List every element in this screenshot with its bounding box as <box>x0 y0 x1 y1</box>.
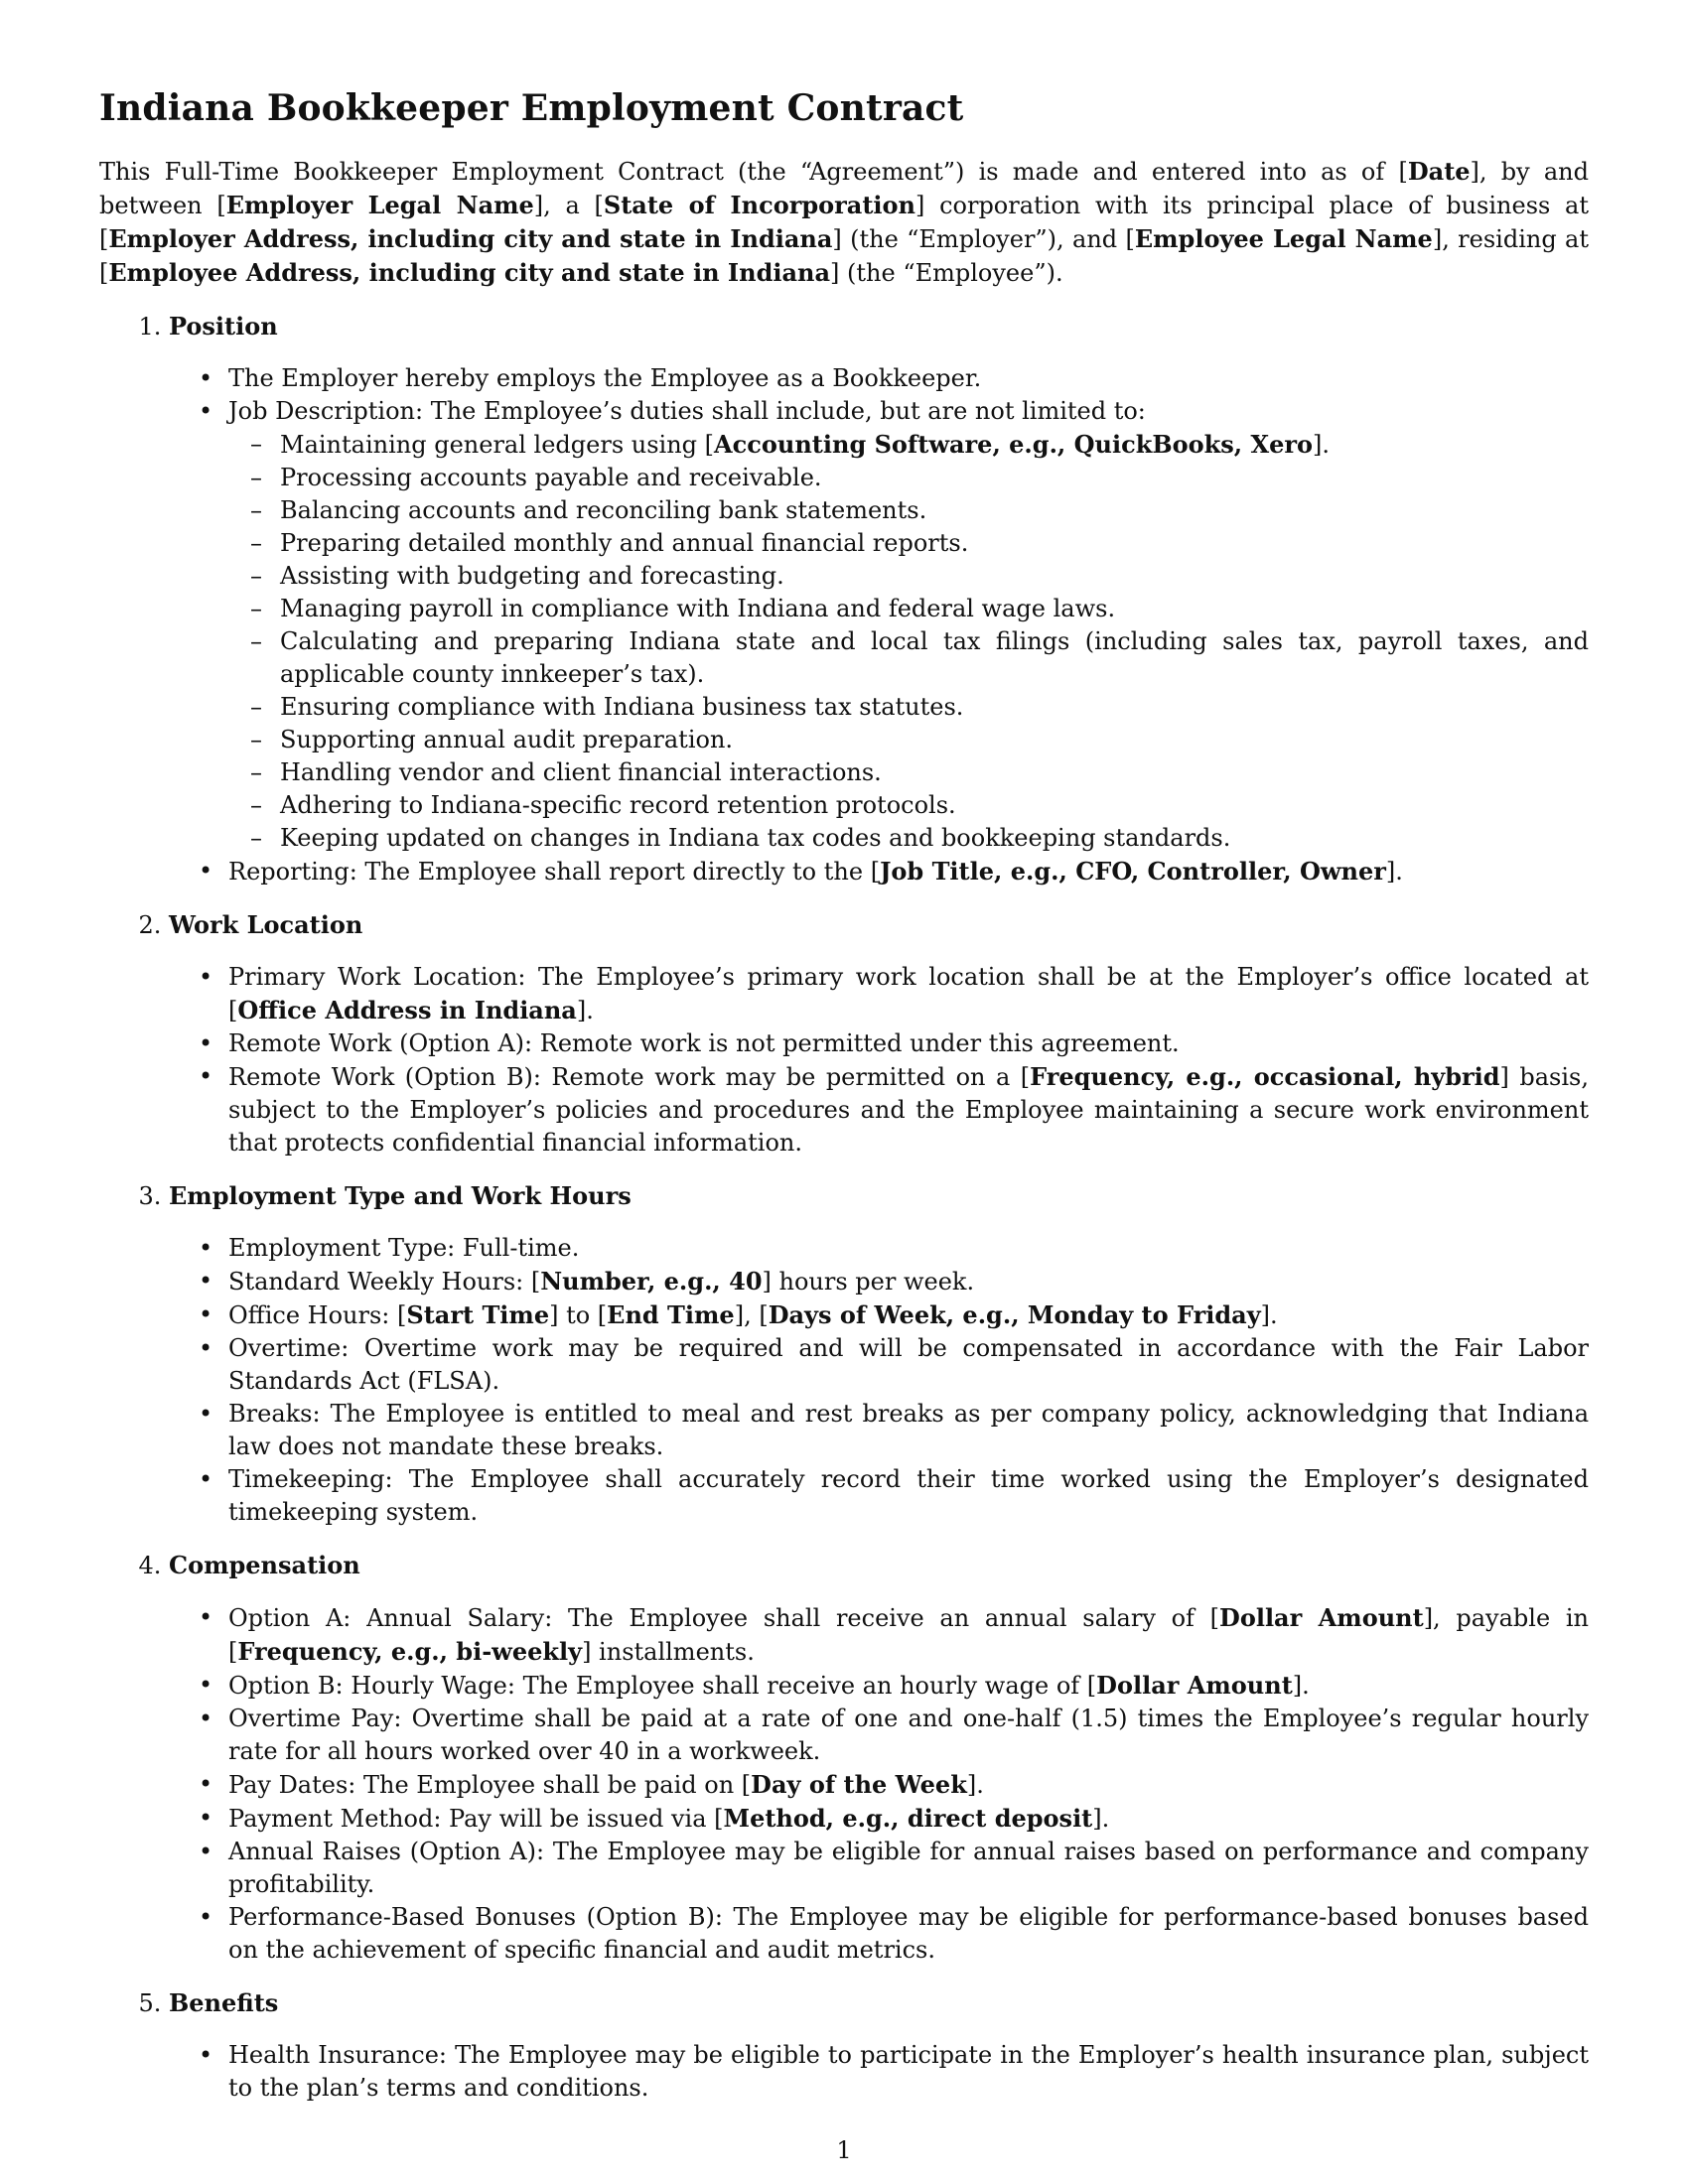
item-text: ], payable in [ <box>228 1604 1589 1666</box>
list-item <box>228 1060 1589 1160</box>
list-item <box>228 1298 1589 1332</box>
item-text: Office Hours: [ <box>228 1301 407 1329</box>
section-employment-type <box>169 1179 1589 1529</box>
section-title: 2. Work Location <box>169 910 363 939</box>
list-item: • Breaks: The Employee is entitled to meal and rest breaks as per company policy, acknowledging that Indiana law does not mandate these breaks. <box>228 1398 1589 1463</box>
frequency-placeholder: Frequency, e.g., occasional, hybrid <box>1030 1062 1500 1091</box>
end-time-placeholder: End Time <box>607 1300 735 1329</box>
duty-item: – Preparing detailed monthly and annual financial reports. <box>280 527 1589 560</box>
item-text: ]. <box>1385 858 1403 886</box>
employer-address-placeholder: Employer Address, including city and state in Indiana <box>108 224 833 253</box>
duties-list <box>228 428 1589 855</box>
salary-amount-placeholder: Dollar Amount <box>1219 1603 1424 1632</box>
intro-text: ] corporation with its principal place of business at [ <box>99 192 1590 253</box>
duty-item: – Adhering to Indiana-specific record retention protocols. <box>280 789 1589 822</box>
section-title: 5. Benefits <box>169 1988 279 2017</box>
hours-placeholder: Number, e.g., 40 <box>540 1267 763 1296</box>
intro-text: ], a [ <box>533 192 604 219</box>
duty-item: – Ensuring compliance with Indiana business tax statutes. <box>280 691 1589 724</box>
employee-name-placeholder: Employee Legal Name <box>1134 224 1433 253</box>
intro-text: ], by and between [ <box>99 158 1589 219</box>
item-text: Remote Work (Option B): Remote work may be permitted on a [ <box>228 1063 1031 1091</box>
item-text: ]. <box>1092 1805 1110 1833</box>
duty-item: – Assisting with budgeting and forecasting. <box>280 560 1589 593</box>
employment-type-items <box>169 1232 1589 1529</box>
section-work-location <box>169 908 1589 1160</box>
intro-text: ] (the “Employee”). <box>830 259 1063 287</box>
pay-frequency-placeholder: Frequency, e.g., bi-weekly <box>237 1637 583 1666</box>
hourly-amount-placeholder: Dollar Amount <box>1096 1671 1293 1700</box>
section-title: 4. Compensation <box>169 1551 360 1579</box>
list-item <box>228 1802 1589 1836</box>
duty-item: – Supporting annual audit preparation. <box>280 724 1589 756</box>
list-item: • Employment Type: Full-time. <box>228 1232 1589 1265</box>
item-text: ] basis, subject to the Employer’s policies and procedures and the Employee maintaining a secure work environment that protects confidential financial information. <box>228 1063 1589 1157</box>
item-text: Option B: Hourly Wage: The Employee shall receive an hourly wage of [ <box>228 1672 1097 1700</box>
list-item: • Timekeeping: The Employee shall accurately record their time worked using the Employer’s designated timekeeping system. <box>228 1463 1589 1529</box>
intro-paragraph <box>99 155 1589 290</box>
section-position <box>169 310 1589 888</box>
employer-name-placeholder: Employer Legal Name <box>225 191 534 219</box>
item-text: Option A: Annual Salary: The Employee shall receive an annual salary of [ <box>228 1604 1219 1632</box>
list-item <box>228 1669 1589 1703</box>
work-location-items <box>169 961 1589 1160</box>
payment-method-placeholder: Method, e.g., direct deposit <box>723 1804 1093 1833</box>
list-item: • The Employer hereby employs the Employee as a Bookkeeper. <box>228 362 1589 395</box>
list-item <box>228 855 1589 888</box>
item-text: ] to [ <box>549 1301 608 1329</box>
item-text: Standard Weekly Hours: [ <box>228 1268 541 1296</box>
item-text: ]. <box>966 1771 984 1799</box>
duty-item: – Handling vendor and client financial interactions. <box>280 756 1589 789</box>
section-compensation <box>169 1549 1589 1967</box>
start-time-placeholder: Start Time <box>406 1300 550 1329</box>
contract-page <box>99 87 1589 2124</box>
date-placeholder: Date <box>1407 157 1471 186</box>
list-item: • Annual Raises (Option A): The Employee may be eligible for annual raises based on performance and company profitability. <box>228 1836 1589 1901</box>
item-text: Pay Dates: The Employee shall be paid on [ <box>228 1771 752 1799</box>
section-benefits <box>169 1986 1589 2105</box>
list-item <box>228 961 1589 1027</box>
section-title: 1. Position <box>169 312 278 341</box>
duty-item: – Keeping updated on changes in Indiana tax codes and bookkeeping standards. <box>280 822 1589 855</box>
list-item <box>228 395 1589 855</box>
job-description-text: Job Description: The Employee’s duties shall include, but are not limited to: <box>228 397 1146 425</box>
job-title-placeholder: Job Title, e.g., CFO, Controller, Owner <box>880 857 1386 886</box>
item-text: ]. <box>1292 1672 1310 1700</box>
list-item <box>228 1768 1589 1802</box>
intro-text: ] (the “Employer”), and [ <box>832 225 1135 253</box>
item-text: ]. <box>1260 1301 1278 1329</box>
intro-text: ], residing at [ <box>99 225 1589 287</box>
item-text: ] installments. <box>582 1638 755 1666</box>
list-item: • Health Insurance: The Employee may be eligible to participate in the Employer’s health insurance plan, subject to the plan’s terms and conditions. <box>228 2039 1589 2105</box>
section-title: 3. Employment Type and Work Hours <box>169 1181 632 1210</box>
duty-item: – Processing accounts payable and receivable. <box>280 462 1589 494</box>
state-placeholder: State of Incorporation <box>603 191 915 219</box>
benefits-items <box>169 2039 1589 2105</box>
duty-text: Maintaining general ledgers using [ <box>280 431 715 459</box>
item-text: ]. <box>576 997 594 1024</box>
list-item: • Overtime: Overtime work may be required and will be compensated in accordance with the Fair Labor Standards Act (FLSA). <box>228 1332 1589 1398</box>
item-text: Payment Method: Pay will be issued via [ <box>228 1805 724 1833</box>
office-address-placeholder: Office Address in Indiana <box>237 996 577 1024</box>
page-number: 1 <box>836 2136 852 2164</box>
compensation-items <box>169 1601 1589 1967</box>
item-text: Reporting: The Employee shall report directly to the [ <box>228 858 881 886</box>
intro-text: This Full-Time Bookkeeper Employment Contract (the “Agreement”) is made and entered into as of [ <box>99 158 1408 186</box>
position-items <box>169 362 1589 888</box>
item-text: Primary Work Location: The Employee’s primary work location shall be at the Employer’s office located at [ <box>228 963 1589 1024</box>
list-item: • Performance-Based Bonuses (Option B): The Employee may be eligible for performance-based bonuses based on the achievement of specific financial and audit metrics. <box>228 1901 1589 1967</box>
item-text: ] hours per week. <box>762 1268 975 1296</box>
list-item: • Remote Work (Option A): Remote work is not permitted under this agreement. <box>228 1027 1589 1060</box>
pay-day-placeholder: Day of the Week <box>751 1770 967 1799</box>
days-placeholder: Days of Week, e.g., Monday to Friday <box>768 1300 1261 1329</box>
duty-item <box>280 428 1589 462</box>
duty-item: – Calculating and preparing Indiana state and local tax filings (including sales tax, payroll taxes, and applicable county innkeeper’s tax). <box>280 625 1589 691</box>
page-title: Indiana Bookkeeper Employment Contract <box>99 87 964 129</box>
duty-item: – Managing payroll in compliance with Indiana and federal wage laws. <box>280 593 1589 625</box>
list-item <box>228 1265 1589 1298</box>
software-placeholder: Accounting Software, e.g., QuickBooks, Xero <box>714 430 1314 459</box>
employee-address-placeholder: Employee Address, including city and state in Indiana <box>108 258 831 287</box>
list-item: • Overtime Pay: Overtime shall be paid at a rate of one and one-half (1.5) times the Employee’s regular hourly rate for all hours worked over 40 in a workweek. <box>228 1703 1589 1768</box>
item-text: ], [ <box>734 1301 769 1329</box>
sections-list <box>99 310 1589 2105</box>
duty-item: – Balancing accounts and reconciling bank statements. <box>280 494 1589 527</box>
duty-text: ]. <box>1313 431 1331 459</box>
list-item <box>228 1601 1589 1669</box>
